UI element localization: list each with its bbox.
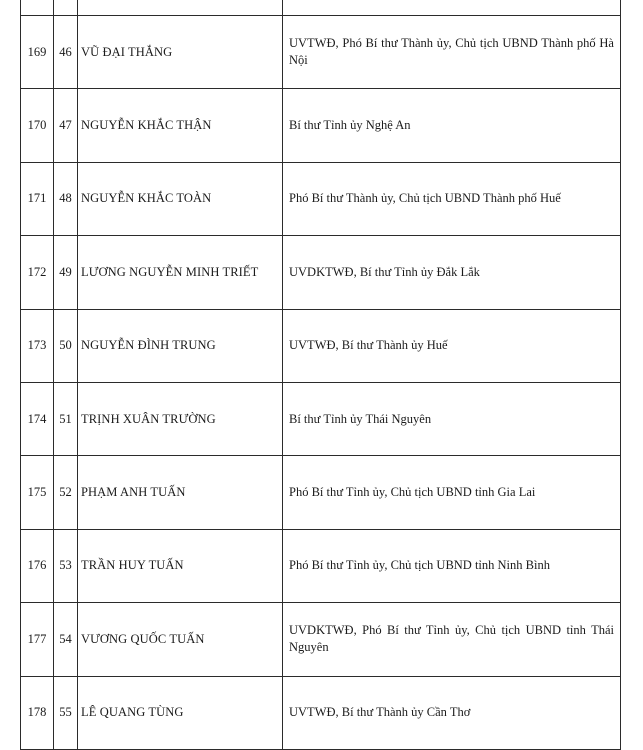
- candidate-name-cell: NGUYỄN KHẮC THẬN: [78, 89, 283, 162]
- candidate-name-cell: LÊ QUANG TÙNG: [78, 676, 283, 749]
- row-index-cell: 175: [21, 456, 54, 529]
- row-number-cell: 48: [54, 162, 78, 235]
- cell-empty: [78, 0, 283, 16]
- table-row: [21, 16, 621, 89]
- candidate-position-cell: UVDKTWĐ, Phó Bí thư Tỉnh ủy, Chủ tịch UBND tỉnh Thái Nguyên: [283, 603, 621, 676]
- row-index-cell: 170: [21, 89, 54, 162]
- candidate-position-cell: UVTWĐ, Phó Bí thư Thành ủy, Chủ tịch UBND Thành phố Hà Nội: [283, 16, 621, 89]
- candidate-name-cell: NGUYỄN KHẮC TOÀN: [78, 162, 283, 235]
- candidate-position-cell: UVTWĐ, Bí thư Thành ủy Cần Thơ: [283, 676, 621, 749]
- row-number-cell: 52: [54, 456, 78, 529]
- row-number-cell: 46: [54, 16, 78, 89]
- table-body: [21, 0, 621, 749]
- row-number-cell: 54: [54, 603, 78, 676]
- table-row: [21, 89, 621, 162]
- candidate-name-cell: TRỊNH XUÂN TRƯỜNG: [78, 382, 283, 455]
- candidate-position-cell: Phó Bí thư Thành ủy, Chủ tịch UBND Thành phố Huế: [283, 162, 621, 235]
- candidate-position-cell: UVDKTWĐ, Bí thư Tỉnh ủy Đắk Lắk: [283, 236, 621, 309]
- candidate-name-cell: VƯƠNG QUỐC TUẤN: [78, 603, 283, 676]
- table-row: [21, 236, 621, 309]
- candidate-position-cell: Bí thư Tỉnh ủy Nghệ An: [283, 89, 621, 162]
- row-index-cell: 173: [21, 309, 54, 382]
- row-index-cell: 178: [21, 676, 54, 749]
- candidate-table: [20, 0, 621, 750]
- table-row-continuation: [21, 0, 621, 16]
- table-row: [21, 382, 621, 455]
- table-row: [21, 603, 621, 676]
- row-number-cell: 51: [54, 382, 78, 455]
- table-row: [21, 309, 621, 382]
- cell-empty: [54, 0, 78, 16]
- table-row: [21, 162, 621, 235]
- row-index-cell: 169: [21, 16, 54, 89]
- table-row: [21, 529, 621, 602]
- row-number-cell: 50: [54, 309, 78, 382]
- table-row: [21, 676, 621, 749]
- row-index-cell: 177: [21, 603, 54, 676]
- row-number-cell: 47: [54, 89, 78, 162]
- row-index-cell: 174: [21, 382, 54, 455]
- candidate-name-cell: LƯƠNG NGUYỄN MINH TRIẾT: [78, 236, 283, 309]
- candidate-position-cell: Phó Bí thư Tỉnh ủy, Chủ tịch UBND tỉnh Ninh Bình: [283, 529, 621, 602]
- cell-empty: [283, 0, 621, 16]
- cell-empty: [21, 0, 54, 16]
- table-row: [21, 456, 621, 529]
- candidate-position-cell: UVTWĐ, Bí thư Thành ủy Huế: [283, 309, 621, 382]
- candidate-position-cell: Phó Bí thư Tỉnh ủy, Chủ tịch UBND tỉnh Gia Lai: [283, 456, 621, 529]
- row-number-cell: 55: [54, 676, 78, 749]
- row-number-cell: 49: [54, 236, 78, 309]
- candidate-name-cell: TRẦN HUY TUẤN: [78, 529, 283, 602]
- row-number-cell: 53: [54, 529, 78, 602]
- candidate-name-cell: NGUYỄN ĐÌNH TRUNG: [78, 309, 283, 382]
- candidate-name-cell: PHẠM ANH TUẤN: [78, 456, 283, 529]
- candidate-position-cell: Bí thư Tỉnh ủy Thái Nguyên: [283, 382, 621, 455]
- row-index-cell: 171: [21, 162, 54, 235]
- row-index-cell: 172: [21, 236, 54, 309]
- candidate-name-cell: VŨ ĐẠI THẮNG: [78, 16, 283, 89]
- row-index-cell: 176: [21, 529, 54, 602]
